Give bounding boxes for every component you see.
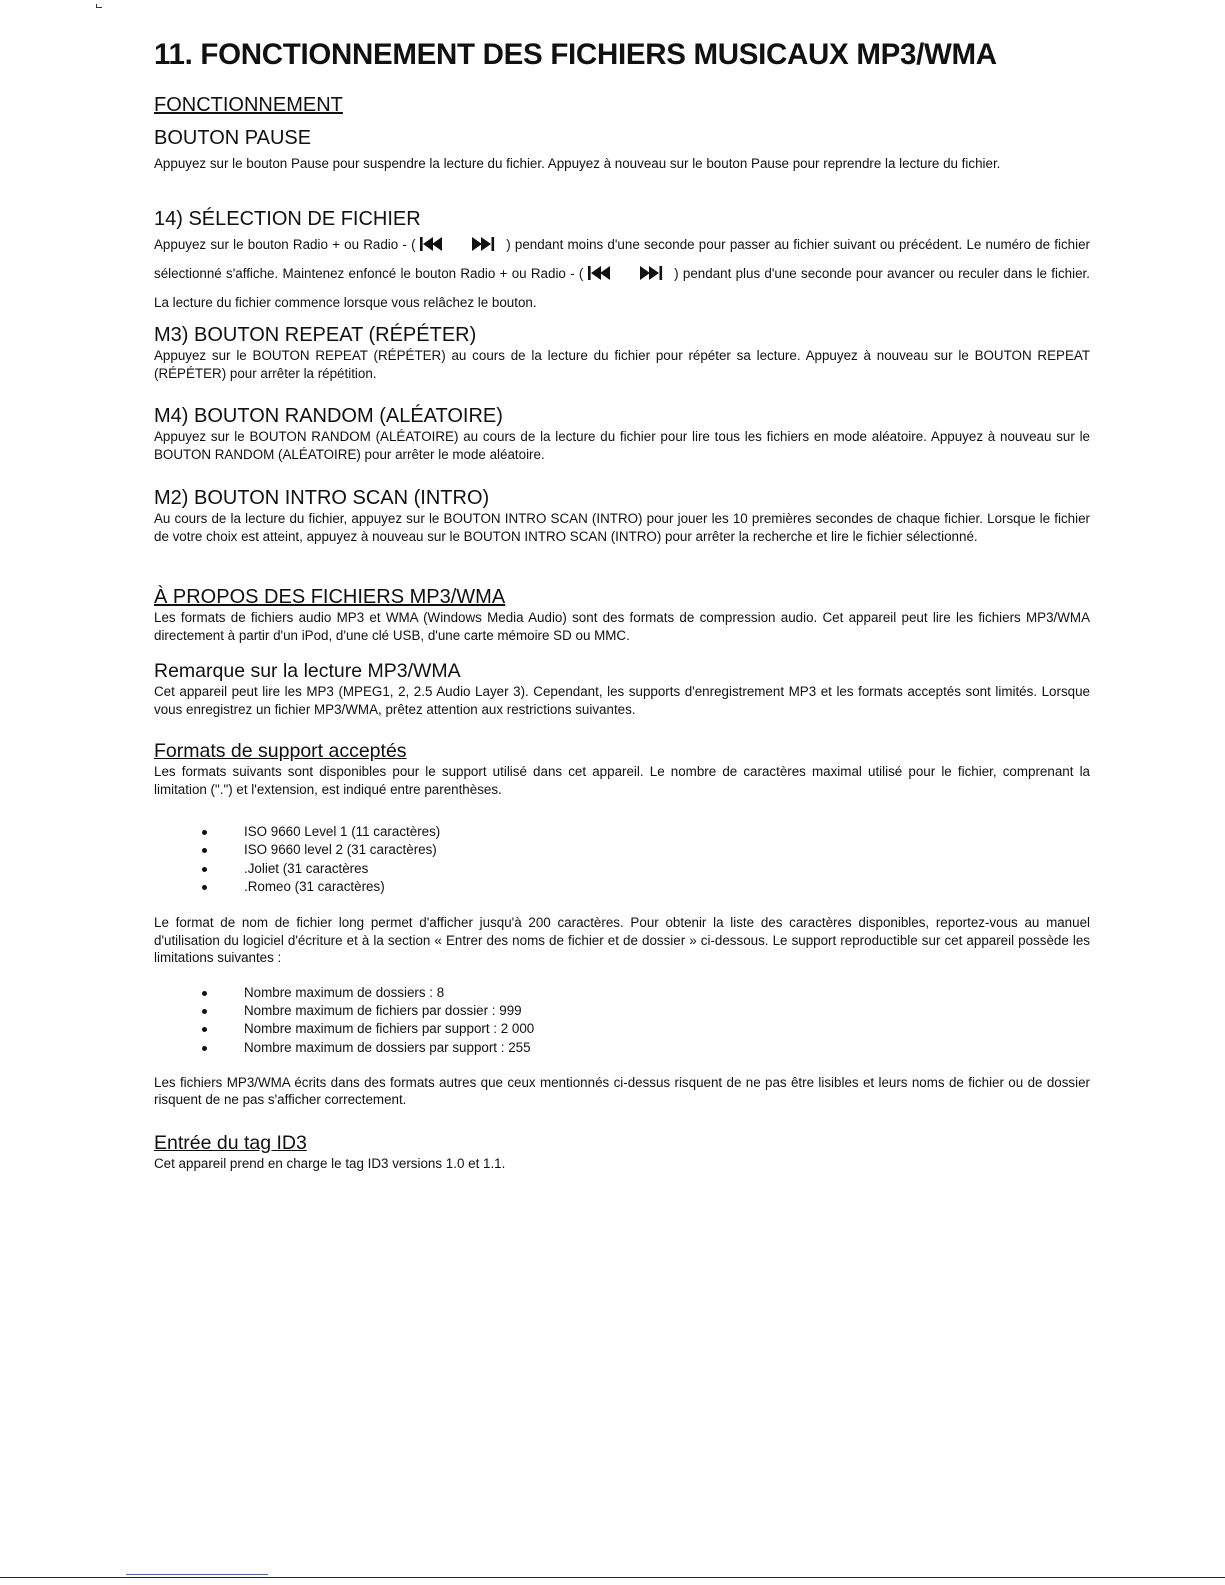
list-item: Nombre maximum de fichiers par support : 2 000: [154, 1020, 1090, 1038]
section-pause: [154, 127, 1090, 173]
selection-text: [154, 232, 1090, 316]
list-item: Nombre maximum de dossiers : 8: [154, 984, 1090, 1002]
skip-next-icon: [472, 235, 502, 261]
formats-text: Les formats suivants sont disponibles pour le support utilisé dans cet appareil. Le nombre de caractères maximal utilisé pour le fichier, comprenant la limitation (".") et l'extension, est indiqué entre parenthèses.: [154, 764, 1090, 797]
id3-text: Cet appareil prend en charge le tag ID3 versions 1.0 et 1.1.: [154, 1156, 506, 1171]
list-item: .Romeo (31 caractères): [154, 878, 1090, 896]
footer-divider: [0, 1577, 1225, 1578]
section-id3: [154, 1132, 1090, 1173]
skip-previous-icon: [588, 264, 622, 290]
remarque-text: Cet appareil peut lire les MP3 (MPEG1, 2, 2.5 Audio Layer 3). Cependant, les supports d'enregistrement MP3 et les formats acceptés sont limités. Lorsque vous enregistrez un fichier MP3/WMA, prêtez attention aux restrictions suivantes.: [154, 684, 1090, 717]
skip-next-icon: [640, 264, 670, 290]
remarque-heading: Remarque sur la lecture MP3/WMA: [154, 660, 461, 682]
pause-heading: BOUTON PAUSE: [154, 127, 312, 149]
section-random: [154, 405, 1090, 463]
formats-text2: Le format de nom de fichier long permet d'afficher jusqu'à 200 caractères. Pour obtenir la liste des caractères disponibles, reportez-vous au manuel d'utilisation du logiciel d'écriture et à la section « Entrer des noms de fichier et de dossier » ci-dessous. Le support reproductible sur cet appareil possède les limitations suivantes :: [154, 915, 1090, 966]
section-heading-fonctionnement: FONCTIONNEMENT: [154, 94, 343, 116]
limits-list: [154, 984, 1090, 1057]
pause-text: Appuyez sur le bouton Pause pour suspendre la lecture du fichier. Appuyez à nouveau sur le bouton Pause pour reprendre la lecture du fichier.: [154, 156, 1001, 171]
section-intro: [154, 487, 1090, 545]
formats-heading: Formats de support acceptés: [154, 740, 407, 762]
about-heading: À PROPOS DES FICHIERS MP3/WMA: [154, 586, 506, 608]
id3-heading: Entrée du tag ID3: [154, 1132, 307, 1154]
skip-previous-icon: [420, 235, 454, 261]
section-selection: [154, 208, 1090, 316]
selection-text-part1: Appuyez sur le bouton Radio + ou Radio - (: [154, 237, 416, 252]
selection-text-part2: ) pendant moins d'une seconde pour passer au fichier suivant ou précédent. Le numéro de fichier sélectionné s'affiche. Maintenez enfoncé le bouton Radio + ou Radio - (: [154, 237, 1090, 281]
random-text: Appuyez sur le BOUTON RANDOM (ALÉATOIRE) au cours de la lecture du fichier pour lire tous les fichiers en mode aléatoire. Appuyez à nouveau sur le BOUTON RANDOM (ALÉATOIRE) pour arrêter le mode aléatoire.: [154, 429, 1090, 462]
list-item: ISO 9660 Level 1 (11 caractères): [154, 823, 1090, 841]
section-formats: [154, 740, 1090, 1109]
formats-list: [154, 823, 1090, 896]
section-remarque: [154, 660, 1090, 718]
intro-text: Au cours de la lecture du fichier, appuyez sur le BOUTON INTRO SCAN (INTRO) pour jouer les 10 premières secondes de chaque fichier. Lorsque le fichier de votre choix est atteint, appuyez à nouveau sur le BOUTON INTRO SCAN (INTRO) pour arrêter la recherche et lire le fichier sélectionné.: [154, 511, 1090, 544]
list-item: .Joliet (31 caractères: [154, 860, 1090, 878]
footer-link-line: [126, 1574, 268, 1575]
corner-mark: [96, 4, 102, 8]
selection-text-part3: ) pendant plus d'une seconde pour avancer ou reculer dans le fichier. La lecture du fichier commence lorsque vous relâchez le bouton.: [154, 266, 1090, 310]
section-fonctionnement: [154, 94, 1090, 117]
repeat-heading: M3) BOUTON REPEAT (RÉPÉTER): [154, 324, 477, 346]
random-heading: M4) BOUTON RANDOM (ALÉATOIRE): [154, 405, 503, 427]
about-text: Les formats de fichiers audio MP3 et WMA (Windows Media Audio) sont des formats de compression audio. Cet appareil peut lire les fichiers MP3/WMA directement à partir d'un iPod, d'une clé USB, d'une carte mémoire SD ou MMC.: [154, 610, 1090, 643]
section-about: [154, 586, 1090, 644]
intro-heading: M2) BOUTON INTRO SCAN (INTRO): [154, 487, 490, 509]
selection-heading: 14) SÉLECTION DE FICHIER: [154, 208, 421, 230]
repeat-text: Appuyez sur le BOUTON REPEAT (RÉPÉTER) au cours de la lecture du fichier pour répéter sa lecture. Appuyez à nouveau sur le BOUTON REPEAT (RÉPÉTER) pour arrêter la répétition.: [154, 348, 1090, 381]
list-item: Nombre maximum de dossiers par support : 255: [154, 1039, 1090, 1057]
page-title: 11. FONCTIONNEMENT DES FICHIERS MUSICAUX MP3/WMA: [154, 38, 997, 71]
list-item: Nombre maximum de fichiers par dossier : 999: [154, 1002, 1090, 1020]
list-item: ISO 9660 level 2 (31 caractères): [154, 841, 1090, 859]
formats-text3: Les fichiers MP3/WMA écrits dans des formats autres que ceux mentionnés ci-dessus risquent de ne pas être lisibles et leurs noms de fichier ou de dossier risquent de ne pas s'afficher correctement.: [154, 1074, 1090, 1108]
section-repeat: [154, 324, 1090, 382]
